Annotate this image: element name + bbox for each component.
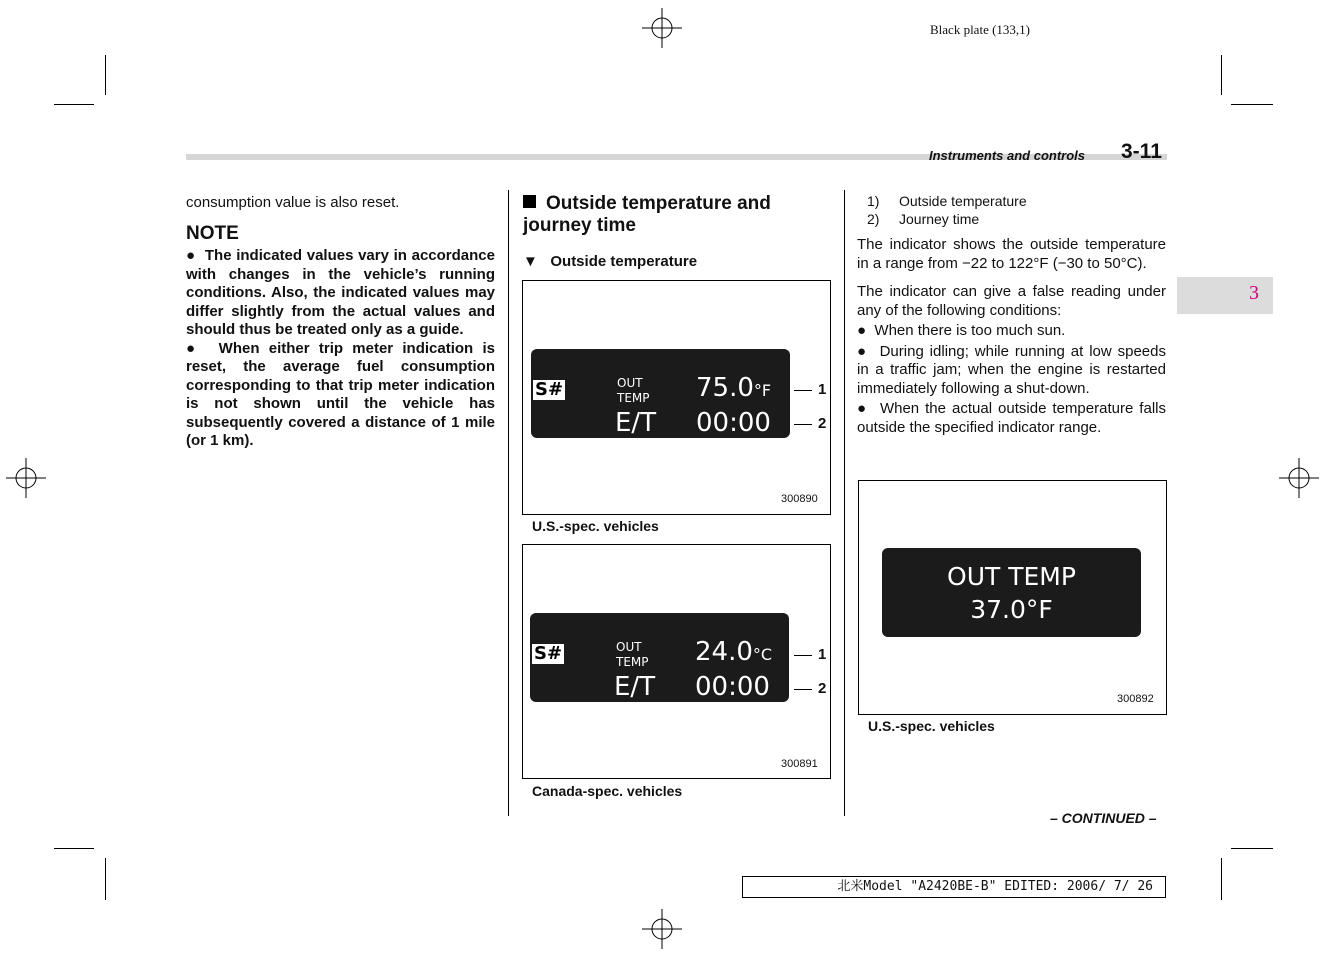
crop-mark xyxy=(54,104,94,105)
temperature-value xyxy=(696,374,771,405)
continued-label: – CONTINUED – xyxy=(1050,810,1157,826)
shift-indicator: S# xyxy=(534,643,563,664)
legend-item xyxy=(857,192,1166,210)
journey-time-value: 00:00 xyxy=(696,408,771,438)
crop-mark xyxy=(1231,104,1273,105)
legend-number: 1) xyxy=(867,193,880,209)
journey-time-value: 00:00 xyxy=(695,672,770,702)
lcd-display xyxy=(531,349,790,438)
out-label: OUT xyxy=(617,376,643,390)
crop-mark xyxy=(105,858,106,900)
lcd-display xyxy=(530,613,789,702)
crop-mark xyxy=(1231,848,1273,849)
temp-label: TEMP xyxy=(617,391,650,405)
registration-mark-icon xyxy=(1279,458,1319,498)
et-label: E/T xyxy=(614,672,656,702)
legend-number: 2) xyxy=(867,211,880,227)
plate-label: Black plate (133,1) xyxy=(930,22,1030,37)
figure-id: 300890 xyxy=(781,493,818,505)
figure-caption: U.S.-spec. vehicles xyxy=(532,518,659,534)
note-bullet-text: When either trip meter indication is reset, the average fuel consumption corresponding to that trip meter indication is not shown until the vehicle has subsequently covered a distance of 1 mile (or 1 km). xyxy=(186,339,495,449)
chapter-tab-number: 3 xyxy=(1249,282,1259,304)
temperature-unit: °F xyxy=(753,381,772,400)
column-1 xyxy=(186,194,495,451)
column-divider xyxy=(844,190,845,816)
callout-1 xyxy=(794,381,826,398)
note-bullet: ● When either trip meter indication is reset, the average fuel consumption corresponding to that trip meter indication is not shown until the vehicle has subsequently covered a distance of 1 mile (or 1 km). xyxy=(186,339,495,449)
callout-2 xyxy=(794,415,826,432)
temperature-unit: °C xyxy=(752,645,773,664)
out-temp-label: OUT TEMP xyxy=(947,562,1076,591)
callout-number: 2 xyxy=(818,415,827,432)
registration-mark-icon xyxy=(642,909,682,949)
page-number: 3-11 xyxy=(1121,140,1162,163)
temperature-number: 75.0 xyxy=(696,373,754,403)
figure-caption: Canada-spec. vehicles xyxy=(532,783,683,799)
crop-mark xyxy=(54,848,94,849)
chapter-tab xyxy=(1177,277,1273,314)
false-reading-paragraph: The indicator can give a false reading under any of the following conditions: xyxy=(857,283,1166,319)
out-label: OUT xyxy=(616,640,642,654)
note-bullet: ● The indicated values vary in accordance with changes in the vehicle’s running conditions. Also, the indicated values may differ slightly from the actual values and should thus be treated only as a guide. xyxy=(186,247,495,338)
crop-mark xyxy=(105,55,106,95)
subsection-title-text: Outside temperature xyxy=(550,253,698,270)
note-bullet-text: The indicated values vary in accordance with changes in the vehicle’s running conditions. Also, the indicated values may differ slightly from the actual values and should thus be treated only as a guide. xyxy=(186,247,495,338)
column-divider xyxy=(508,190,509,816)
header-section: Instruments and controls xyxy=(929,148,1086,163)
condition-text: During idling; while running at low speeds in a traffic jam; when the engine is restarted immediately following a shut-down. xyxy=(857,342,1166,397)
square-bullet-icon xyxy=(523,195,536,208)
intro-text: consumption value is also reset. xyxy=(186,194,400,211)
figure-us-display xyxy=(522,280,831,515)
callout-1 xyxy=(794,646,826,663)
section-title-text: Outside temperature and journey time xyxy=(523,193,771,236)
temperature-value: 37.0°F xyxy=(970,595,1053,624)
note-heading: NOTE xyxy=(186,222,239,244)
condition-item: ● When there is too much sun. xyxy=(857,322,1066,339)
registration-mark-icon xyxy=(642,8,682,48)
condition-text: When there is too much sun. xyxy=(874,322,1066,339)
condition-item: ● When the actual outside temperature falls outside the specified indicator range. xyxy=(857,400,1166,436)
section-title xyxy=(523,193,823,237)
range-paragraph: The indicator shows the outside temperature in a range from −22 to 122°F (−30 to 50°C). xyxy=(857,236,1166,272)
legend-item xyxy=(857,210,1166,228)
edit-stamp-text: 北米Model "A2420BE-B" EDITED: 2006/ 7/ 26 xyxy=(837,879,1153,894)
callout-number: 2 xyxy=(818,680,827,697)
figure-out-temp-display xyxy=(858,480,1167,715)
crop-mark xyxy=(1221,858,1222,900)
et-label: E/T xyxy=(615,408,657,438)
figure-id: 300891 xyxy=(781,758,818,770)
shift-indicator: S# xyxy=(535,379,564,400)
lcd-display xyxy=(882,548,1141,637)
figure-caption: U.S.-spec. vehicles xyxy=(868,718,995,734)
column-3 xyxy=(857,192,1166,437)
temp-label: TEMP xyxy=(616,655,649,669)
registration-mark-icon xyxy=(6,458,46,498)
legend-label: Outside temperature xyxy=(899,193,1027,209)
subsection-title: ▼ Outside temperature xyxy=(523,253,698,270)
crop-mark xyxy=(1221,55,1222,95)
callout-number: 1 xyxy=(818,646,827,663)
callout-number: 1 xyxy=(818,381,827,398)
figure-id: 300892 xyxy=(1117,693,1154,705)
legend-label: Journey time xyxy=(899,211,980,227)
edit-stamp xyxy=(742,876,1166,898)
temperature-number: 24.0 xyxy=(695,637,753,667)
condition-text: When the actual outside temperature falls outside the specified indicator range. xyxy=(857,400,1166,436)
condition-item: ● During idling; while running at low speeds in a traffic jam; when the engine is restarted immediately following a shut-down. xyxy=(857,342,1166,397)
callout-2 xyxy=(794,680,826,697)
figure-canada-display xyxy=(522,544,831,779)
temperature-value xyxy=(695,638,772,669)
